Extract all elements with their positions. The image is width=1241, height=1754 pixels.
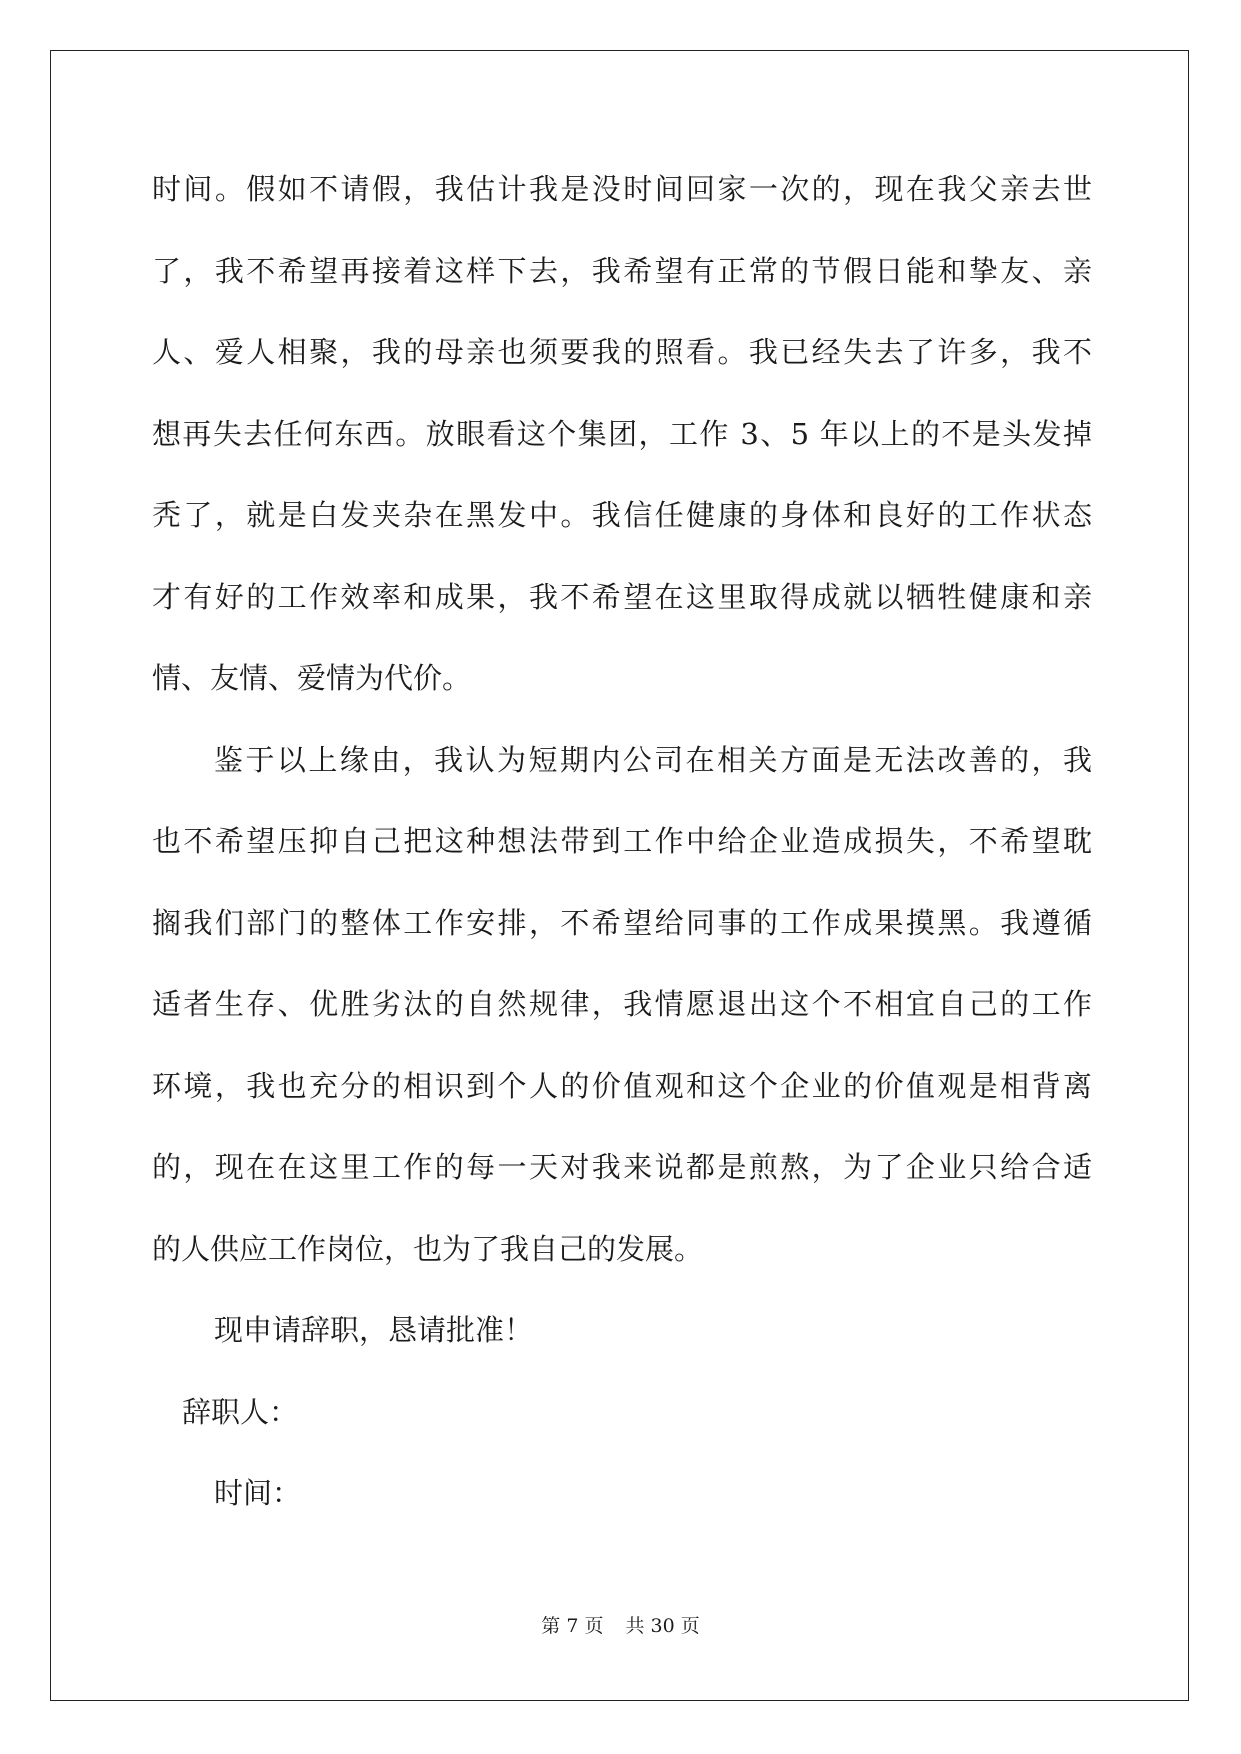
text-line: 秃了，就是白发夹杂在黑发中。我信任健康的身体和良好的工作状态	[152, 498, 1092, 532]
text-line: 鉴于以上缘由，我认为短期内公司在相关方面是无法改善的，我	[214, 742, 1092, 777]
page-total: 共 30 页	[625, 1615, 700, 1637]
document-body	[152, 160, 1092, 1546]
page-number: 第 7 页	[541, 1615, 604, 1637]
text-line: 才有好的工作效率和成果，我不希望在这里取得成就以牺牲健康和亲	[152, 579, 1092, 614]
text-line: 想再失去任何东西。放眼看这个集团，工作 3、5 年以上的不是头发掉	[152, 416, 1092, 451]
text-line: 搁我们部门的整体工作安排，不希望给同事的工作成果摸黑。我遵循	[152, 905, 1092, 940]
text-line: 人、爱人相聚，我的母亲也须要我的照看。我已经失去了许多，我不	[152, 335, 1092, 369]
text-line: 的，现在在这里工作的每一天对我来说都是煎熬，为了企业只给合适	[152, 1150, 1092, 1184]
text-line: 也不希望压抑自己把这种想法带到工作中给企业造成损失，不希望耽	[152, 824, 1092, 858]
text-line: 情、友情、爱情为代价。	[152, 661, 472, 695]
date-label: 时间：	[214, 1476, 302, 1510]
text-line: 环境，我也充分的相识到个人的价值观和这个企业的价值观是相背离	[152, 1068, 1092, 1103]
text-line: 时间。假如不请假，我估计我是没时间回家一次的，现在我父亲去世	[152, 172, 1092, 206]
closing-request: 现申请辞职，恳请批准！	[214, 1313, 534, 1347]
text-line: 的人供应工作岗位，也为了我自己的发展。	[152, 1231, 704, 1266]
text-line: 适者生存、优胜劣汰的自然规律，我情愿退出这个不相宜自己的工作	[152, 987, 1092, 1021]
text-line: 了，我不希望再接着这样下去，我希望有正常的节假日能和挚友、亲	[152, 253, 1092, 288]
page-footer	[0, 1614, 1241, 1638]
signature-label: 辞职人：	[182, 1394, 299, 1429]
